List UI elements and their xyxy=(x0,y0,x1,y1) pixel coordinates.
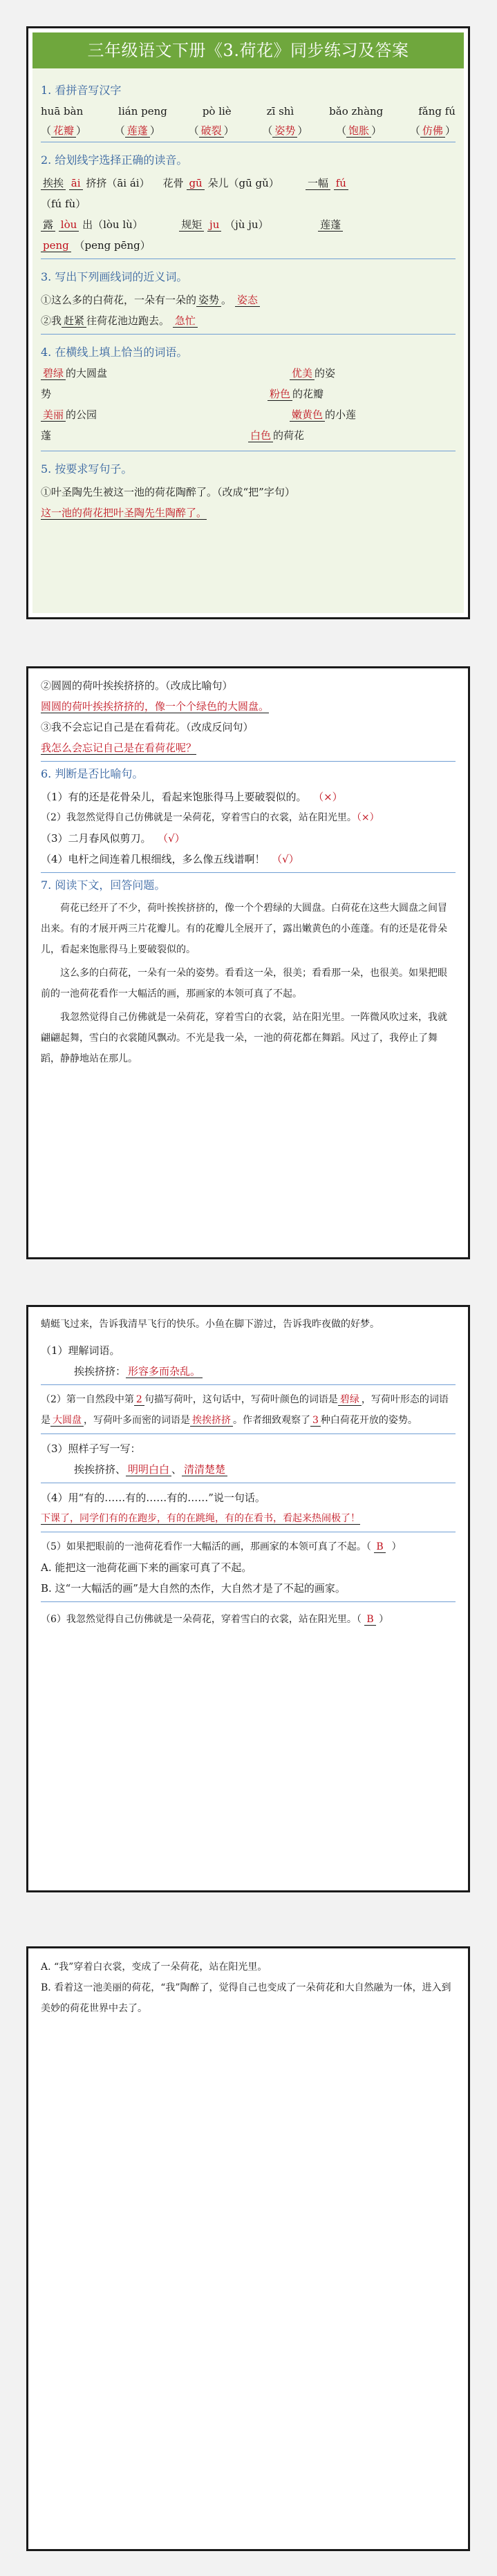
rewrite-question-2: ②圆圆的荷叶挨挨挤挤的。（改成比喻句） xyxy=(41,679,233,692)
question-1-answer: 挨挨挤挤： 形容多而杂乱。 xyxy=(41,1361,456,1382)
reading-line-4: peng （peng pēng） xyxy=(41,235,456,256)
rewrite-question-3: ③我不会忘记自己是在看荷花。（改成反问句） xyxy=(41,721,254,733)
section-6-heading: 6. 判断是否比喻句。 xyxy=(41,767,144,780)
synonym-line-1: ①这么多的白荷花，一朵有一朵的 姿势 。 姿态 xyxy=(41,290,456,310)
section-2-heading: 2. 给划线字选择正确的读音。 xyxy=(41,153,188,167)
pinyin-row xyxy=(41,103,456,120)
section-7-heading: 7. 阅读下文，回答问题。 xyxy=(41,878,166,892)
section-1-heading: 1. 看拼音写汉字 xyxy=(41,84,122,97)
reading-line-1: 挨挨 āi 挤挤（āi ái） 花骨 gū 朵儿（gū gǔ） 一幅 fú xyxy=(41,173,456,194)
worksheet-title: 三年级语文下册《3.荷花》同步练习及答案 xyxy=(32,32,464,68)
question-6-option-b: B. 看着这一池美丽的荷花，“我”陶醉了，觉得自己也变成了一朵荷花和大自然融为一体，进入到美妙的荷花世界中去了。 xyxy=(41,1982,451,2014)
divider xyxy=(41,1601,456,1602)
answer-row xyxy=(41,122,456,139)
question-6: （6）我忽然觉得自己仿佛就是一朵荷花，穿着雪白的衣裳，站在阳光里。（ B ） xyxy=(41,1614,389,1625)
answer-4: （ 姿势 ） xyxy=(262,124,308,137)
fill-item: 势 xyxy=(41,388,52,400)
pinyin-5: bǎo zhàng xyxy=(329,105,384,117)
question-5-option-b: B. 这“一大幅活的画”是大自然的杰作，大自然才是了不起的画家。 xyxy=(41,1582,346,1595)
question-6-option-a: A. “我”穿着白衣裳，变成了一朵荷花，站在阳光里。 xyxy=(41,1962,268,1973)
section-4-heading: 4. 在横线上填上恰当的词语。 xyxy=(41,346,188,359)
reading-paragraph-cont: 蜻蜓飞过来，告诉我清早飞行的快乐。小鱼在脚下游过，告诉我昨夜做的好梦。 xyxy=(41,1319,379,1330)
pinyin-3: pò liè xyxy=(202,105,232,117)
rewrite-question-1: ①叶圣陶先生被这一池的荷花陶醉了。（改成“把”字句） xyxy=(41,486,295,498)
reading-paragraph-1: 荷花已经开了不少，荷叶挨挨挤挤的，像一个个碧绿的大圆盘。白荷花在这些大圆盘之间冒出来。有的才展开两三片花瓣儿。有的花瓣儿全展开了，露出嫩黄色的小莲蓬。有的还是花骨朵儿，看起来饱胀得马上要破裂似的。 xyxy=(41,903,447,955)
question-3-answer: 挨挨挤挤、 明明白白 、 清清楚楚 xyxy=(41,1459,456,1480)
answer-2: （ 莲蓬 ） xyxy=(114,124,160,137)
fill-item: 蓬 xyxy=(41,429,52,442)
pinyin-1: huā bàn xyxy=(41,105,84,117)
judge-item-2: （2）我忽然觉得自己仿佛就是一朵荷花，穿着雪白的衣裳，站在阳光里。（×） xyxy=(41,812,379,823)
page-1-inner xyxy=(32,32,464,613)
divider xyxy=(41,872,456,873)
worksheet-page-4 xyxy=(26,1946,470,2551)
answer-6: （ 仿佛 ） xyxy=(409,124,456,137)
reading-line-3: 露 lòu 出（lòu lù） 规矩 ju （jù ju） 莲蓬 xyxy=(41,214,456,235)
fill-in-grid xyxy=(41,365,456,444)
fill-item: 粉色 的花瓣 xyxy=(248,386,456,402)
judge-item-1: （1）有的还是花骨朵儿，看起来饱胀得马上要破裂似的。 （×） xyxy=(41,791,343,803)
answer-3: （ 破裂 ） xyxy=(188,124,234,137)
reading-line-2: （fú fù） xyxy=(41,198,86,210)
reading-paragraph-3: 我忽然觉得自己仿佛就是一朵荷花，穿着雪白的衣裳，站在阳光里。一阵微风吹过来，我就翩翩起舞，雪白的衣裳随风飘动。不光是我一朵，一池的荷花都在舞蹈。风过了，我停止了舞蹈，静静地站在那儿。 xyxy=(41,1012,447,1064)
fill-item: 碧绿 的大圆盘 xyxy=(41,365,248,382)
page-3-inner xyxy=(32,1311,464,1886)
question-3-label: （3）照样子写一写： xyxy=(41,1442,141,1455)
question-4-answer: 下课了，同学们有的在跑步，有的在跳绳，有的在看书，看起来热闹极了！ xyxy=(41,1513,360,1524)
divider xyxy=(41,1384,456,1385)
question-5-option-a: A. 能把这一池荷花画下来的画家可真了不起。 xyxy=(41,1561,252,1574)
page-3-content xyxy=(32,1311,464,1630)
divider xyxy=(41,258,456,259)
pinyin-4: zī shì xyxy=(266,105,294,117)
fill-item: 优美 的姿 xyxy=(248,365,456,382)
pinyin-2: lián peng xyxy=(118,105,167,117)
divider xyxy=(41,761,456,762)
section-5-heading: 5. 按要求写句子。 xyxy=(41,462,133,476)
worksheet-page-2 xyxy=(26,666,470,1259)
worksheet-page-1 xyxy=(26,26,470,619)
page-2-inner xyxy=(32,673,464,1253)
reading-paragraph-2: 这么多的白荷花，一朵有一朵的姿势。看看这一朵，很美；看看那一朵，也很美。如果把眼前的一池荷花看作一大幅活的画，那画家的本领可真了不起。 xyxy=(41,968,447,999)
fill-item: 美丽 的公园 xyxy=(41,406,248,423)
divider xyxy=(41,334,456,335)
judge-item-3: （3）二月春风似剪刀。 （√） xyxy=(41,832,185,845)
divider xyxy=(41,1433,456,1434)
fill-item: 白色 的荷花 xyxy=(248,427,456,444)
pinyin-6: fǎng fú xyxy=(418,105,456,117)
section-3-heading: 3. 写出下列画线词的近义词。 xyxy=(41,270,188,283)
rewrite-answer-3: 我怎么会忘记自己是在看荷花呢？ xyxy=(41,742,197,754)
page-4-content xyxy=(32,1953,464,2019)
question-1-label: （1）理解词语。 xyxy=(41,1344,120,1357)
fill-item: 嫩黄色 的小莲 xyxy=(248,406,456,423)
judge-item-4: （4）电杆之间连着几根细线，多么像五线谱啊！ （√） xyxy=(41,853,299,865)
answer-5: （ 饱胀 ） xyxy=(336,124,382,137)
answer-1: （ 花瓣 ） xyxy=(41,124,87,137)
rewrite-answer-1: 这一池的荷花把叶圣陶先生陶醉了。 xyxy=(41,507,207,519)
page-1-content xyxy=(32,68,464,523)
worksheet-page-3 xyxy=(26,1305,470,1892)
question-5: （5）如果把眼前的一池荷花看作一大幅活的画，那画家的本领可真了不起。（ B ） xyxy=(41,1541,402,1552)
page-4-inner xyxy=(32,1953,464,2545)
rewrite-answer-2: 圆圆的荷叶挨挨挤挤的，像一个个绿色的大圆盘。 xyxy=(41,700,270,713)
page-2-content xyxy=(32,673,464,1069)
question-4-label: （4）用“有的……有的……有的……”说一句话。 xyxy=(41,1492,265,1504)
question-2: （2）第一自然段中第 2 句描写荷叶，这句话中，写荷叶颜色的词语是 碧绿 ，写荷叶形态的词语是 大圆盘 ，写荷叶多而密的词语是 挨挨挤挤 。作者细致观察了 3 种白荷花开放的姿势。 xyxy=(41,1394,449,1426)
synonym-line-2: ②我 赶紧 往荷花池边跑去。 急忙 xyxy=(41,310,456,331)
